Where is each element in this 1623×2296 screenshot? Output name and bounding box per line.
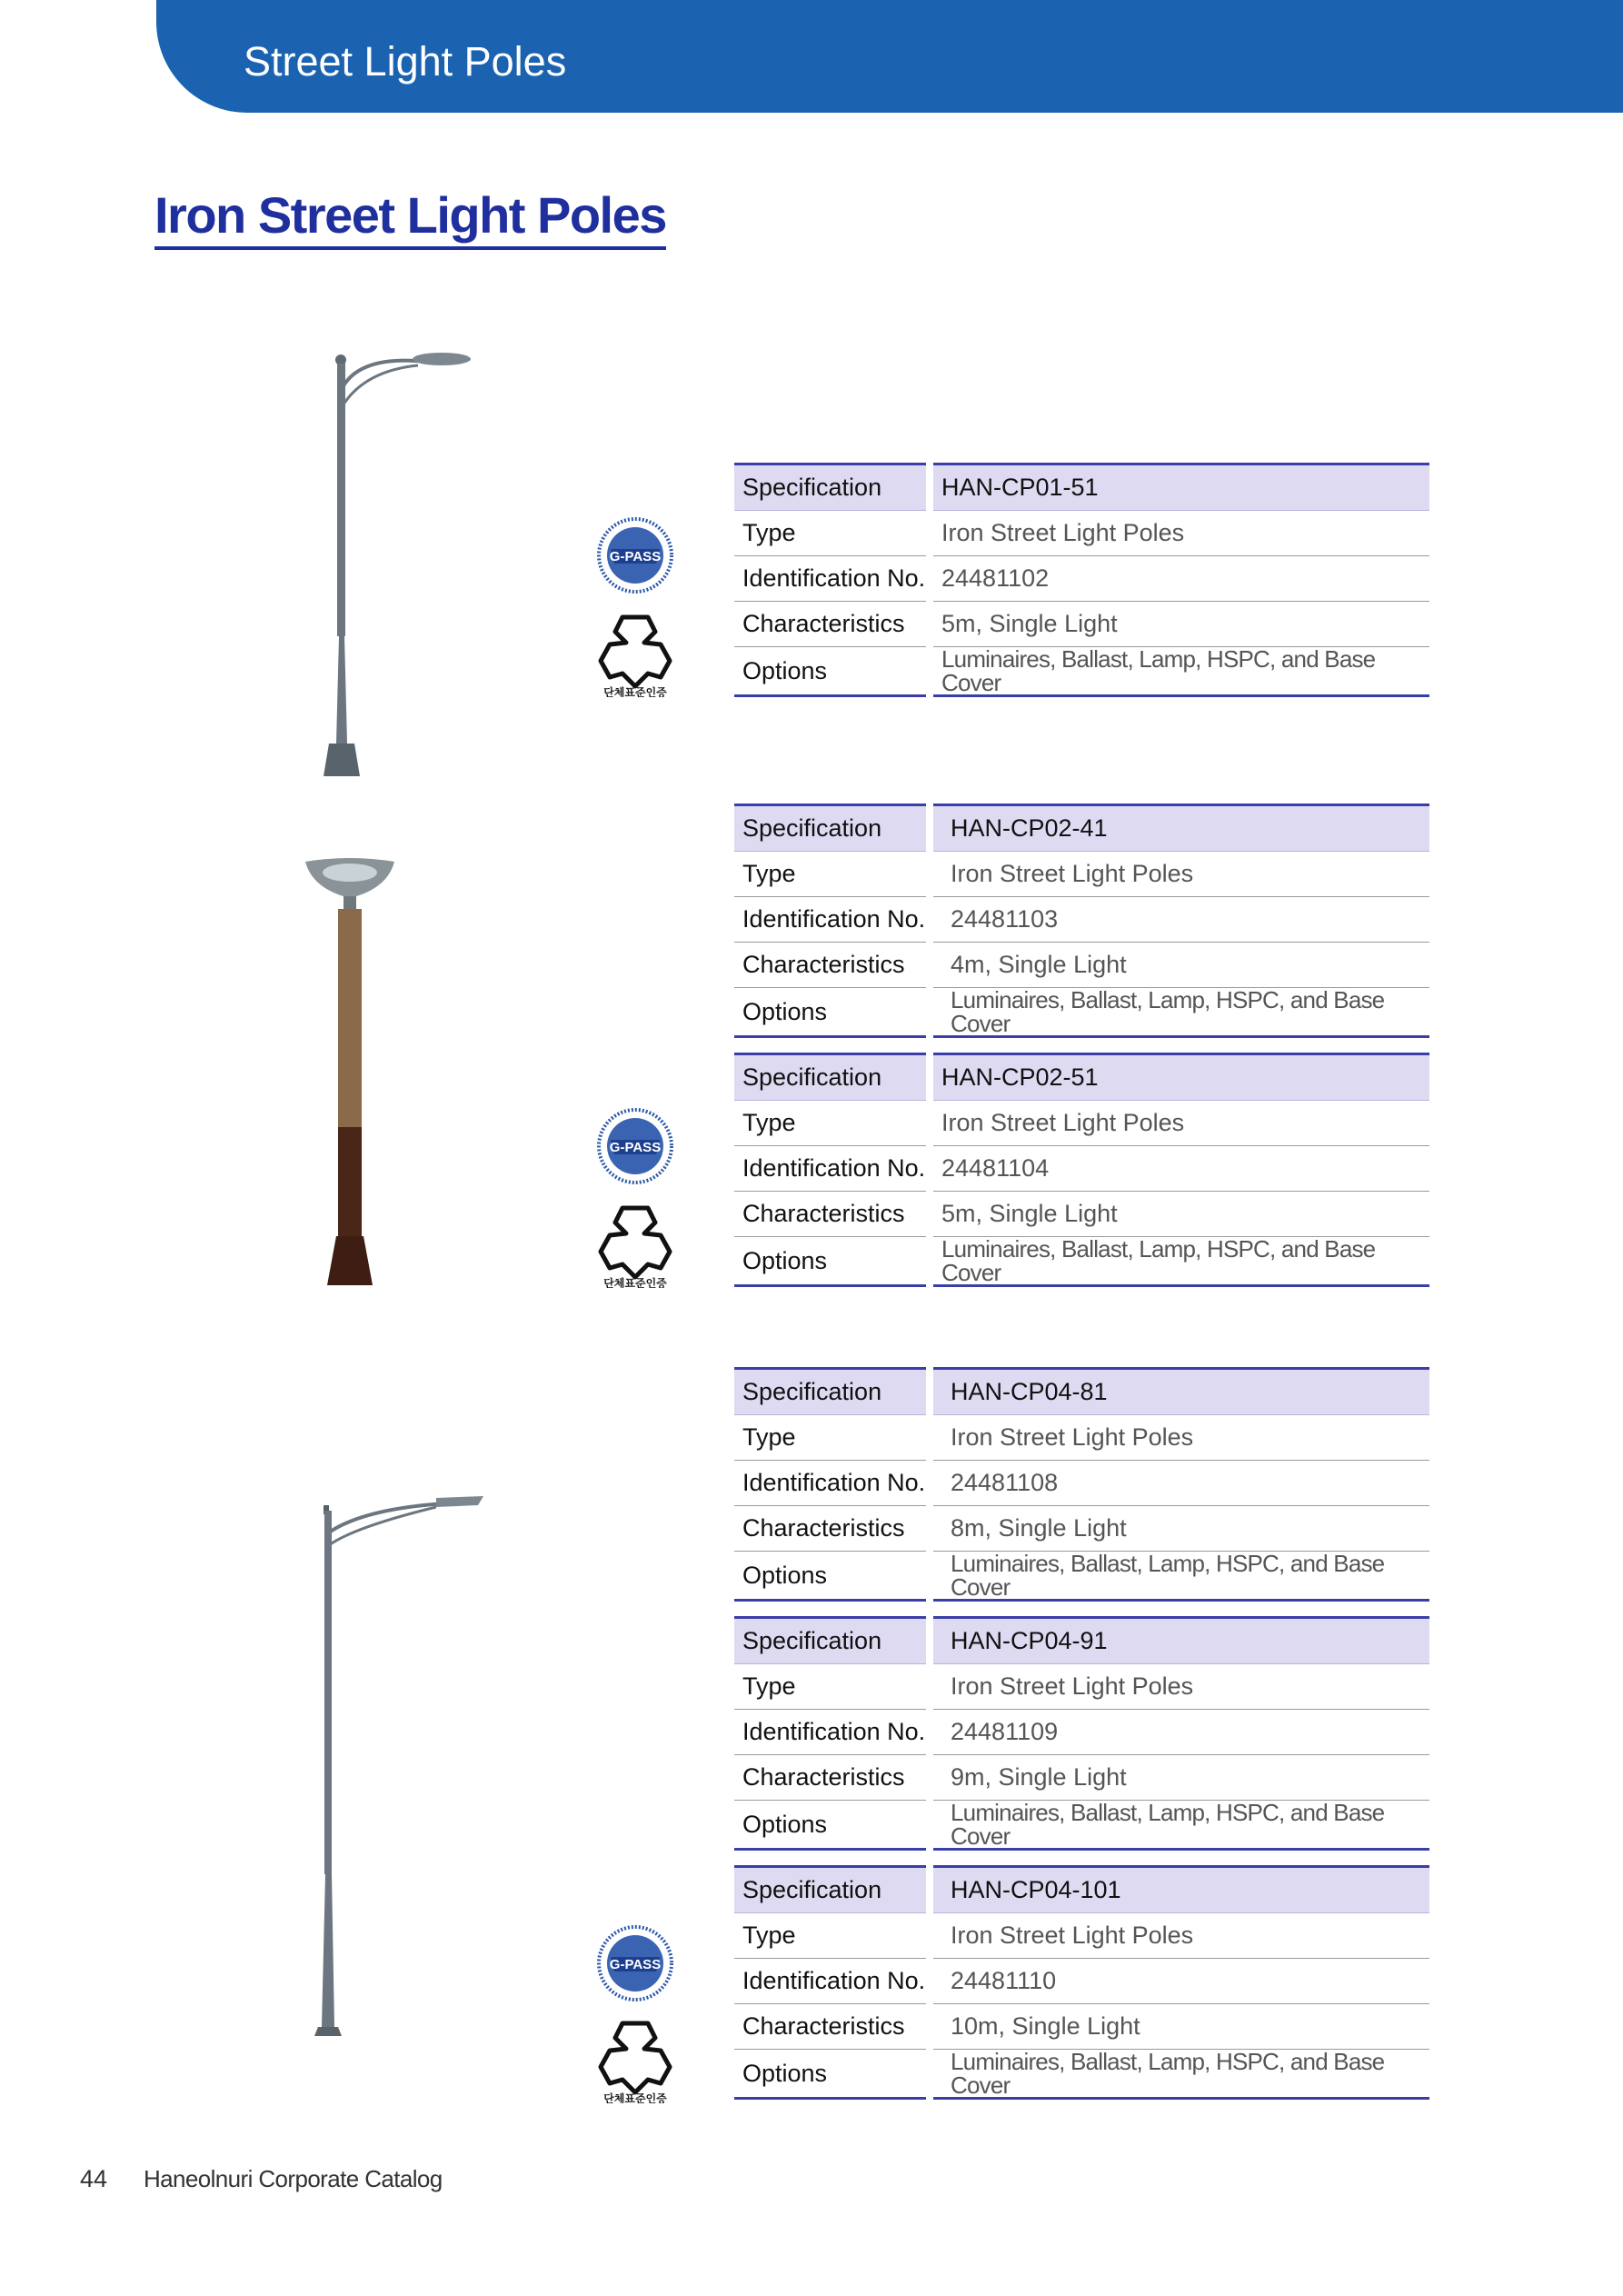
table-row: [734, 1461, 1429, 1506]
table-row: [734, 1959, 1429, 2004]
table-row: [734, 464, 1429, 511]
options-label: Options: [734, 1801, 930, 1850]
type-label: Type: [734, 1101, 930, 1146]
table-row: [734, 805, 1429, 852]
identification-value: 24481109: [930, 1710, 1429, 1755]
table-row: [734, 1506, 1429, 1552]
characteristics-label: Characteristics: [734, 2004, 930, 2050]
g-pass-label: G-PASS: [609, 549, 662, 564]
table-row: [734, 1801, 1429, 1850]
options-label: Options: [734, 1237, 930, 1286]
table-row: [734, 647, 1429, 696]
spec-table-han-cp04-81: [734, 1367, 1429, 1602]
options-value: Luminaires, Ballast, Lamp, HSPC, and Base Cover: [930, 1237, 1429, 1286]
pole-image-1: [309, 344, 482, 776]
identification-label: Identification No.: [734, 1710, 930, 1755]
identification-label: Identification No.: [734, 897, 930, 943]
pole-image-3: [309, 1491, 491, 2036]
table-row: [734, 1369, 1429, 1415]
characteristics-value: 10m, Single Light: [930, 2004, 1429, 2050]
table-row: [734, 852, 1429, 897]
table-row: [734, 1710, 1429, 1755]
specification-value: HAN-CP04-91: [930, 1618, 1429, 1664]
options-value: Luminaires, Ballast, Lamp, HSPC, and Base Cover: [930, 1552, 1429, 1601]
identification-value: 24481104: [930, 1146, 1429, 1192]
group-standard-label: 단체표준인증: [603, 686, 667, 697]
g-pass-label: G-PASS: [609, 1140, 662, 1155]
identification-label: Identification No.: [734, 556, 930, 602]
table-row: [734, 1913, 1429, 1959]
table-row: [734, 1146, 1429, 1192]
identification-value: 24481108: [930, 1461, 1429, 1506]
group-standard-certification-icon: [597, 614, 673, 697]
table-row: [734, 556, 1429, 602]
table-row: [734, 897, 1429, 943]
characteristics-value: 5m, Single Light: [930, 602, 1429, 647]
options-value: Luminaires, Ballast, Lamp, HSPC, and Base Cover: [930, 988, 1429, 1037]
options-label: Options: [734, 1552, 930, 1601]
characteristics-value: 8m, Single Light: [930, 1506, 1429, 1552]
options-value: Luminaires, Ballast, Lamp, HSPC, and Base Cover: [930, 2050, 1429, 2099]
options-label: Options: [734, 647, 930, 696]
type-label: Type: [734, 852, 930, 897]
specification-label: Specification: [734, 1369, 930, 1415]
type-value: Iron Street Light Poles: [930, 1415, 1429, 1461]
identification-label: Identification No.: [734, 1461, 930, 1506]
specification-value: HAN-CP01-51: [930, 464, 1429, 511]
section-title: Street Light Poles: [244, 38, 567, 85]
table-row: [734, 1237, 1429, 1286]
table-row: [734, 988, 1429, 1037]
table-row: [734, 1101, 1429, 1146]
specification-value: HAN-CP02-41: [930, 805, 1429, 852]
table-row: [734, 1664, 1429, 1710]
characteristics-label: Characteristics: [734, 1506, 930, 1552]
characteristics-value: 5m, Single Light: [930, 1192, 1429, 1237]
g-pass-badge-icon: [596, 516, 674, 594]
group-standard-certification-icon: [597, 2020, 673, 2103]
characteristics-label: Characteristics: [734, 1192, 930, 1237]
table-row: [734, 943, 1429, 988]
characteristics-label: Characteristics: [734, 943, 930, 988]
identification-value: 24481102: [930, 556, 1429, 602]
specification-label: Specification: [734, 805, 930, 852]
type-value: Iron Street Light Poles: [930, 852, 1429, 897]
characteristics-label: Characteristics: [734, 602, 930, 647]
type-value: Iron Street Light Poles: [930, 1101, 1429, 1146]
options-label: Options: [734, 988, 930, 1037]
characteristics-value: 4m, Single Light: [930, 943, 1429, 988]
table-row: [734, 2050, 1429, 2099]
identification-label: Identification No.: [734, 1146, 930, 1192]
table-row: [734, 2004, 1429, 2050]
identification-value: 24481103: [930, 897, 1429, 943]
table-row: [734, 1618, 1429, 1664]
type-value: Iron Street Light Poles: [930, 1664, 1429, 1710]
group-standard-label: 단체표준인증: [603, 1277, 667, 1288]
pole-image-2: [300, 853, 400, 1289]
specification-label: Specification: [734, 1618, 930, 1664]
characteristics-label: Characteristics: [734, 1755, 930, 1801]
page-title: Iron Street Light Poles: [154, 189, 666, 250]
specification-value: HAN-CP04-81: [930, 1369, 1429, 1415]
g-pass-badge-icon: [596, 1107, 674, 1185]
options-value: Luminaires, Ballast, Lamp, HSPC, and Base Cover: [930, 647, 1429, 696]
specification-label: Specification: [734, 1867, 930, 1913]
type-label: Type: [734, 1913, 930, 1959]
spec-table-han-cp02-51: [734, 1053, 1429, 1287]
identification-label: Identification No.: [734, 1959, 930, 2004]
spec-table-han-cp01-51: [734, 463, 1429, 697]
options-value: Luminaires, Ballast, Lamp, HSPC, and Base Cover: [930, 1801, 1429, 1850]
specification-value: HAN-CP02-51: [930, 1054, 1429, 1101]
type-label: Type: [734, 1664, 930, 1710]
type-label: Type: [734, 511, 930, 556]
table-row: [734, 511, 1429, 556]
options-label: Options: [734, 2050, 930, 2099]
catalog-name: Haneolnuri Corporate Catalog: [144, 2165, 443, 2192]
table-row: [734, 1867, 1429, 1913]
table-row: [734, 602, 1429, 647]
table-row: [734, 1755, 1429, 1801]
type-value: Iron Street Light Poles: [930, 511, 1429, 556]
type-value: Iron Street Light Poles: [930, 1913, 1429, 1959]
g-pass-badge-icon: [596, 1924, 674, 2002]
characteristics-value: 9m, Single Light: [930, 1755, 1429, 1801]
specification-label: Specification: [734, 464, 930, 511]
page-number: 44: [80, 2165, 108, 2192]
specification-label: Specification: [734, 1054, 930, 1101]
table-row: [734, 1552, 1429, 1601]
group-standard-certification-icon: [597, 1204, 673, 1288]
spec-table-han-cp04-91: [734, 1616, 1429, 1851]
table-row: [734, 1192, 1429, 1237]
type-label: Type: [734, 1415, 930, 1461]
specification-value: HAN-CP04-101: [930, 1867, 1429, 1913]
table-row: [734, 1054, 1429, 1101]
table-row: [734, 1415, 1429, 1461]
spec-table-han-cp04-101: [734, 1865, 1429, 2100]
identification-value: 24481110: [930, 1959, 1429, 2004]
g-pass-label: G-PASS: [609, 1957, 662, 1972]
spec-table-han-cp02-41: [734, 804, 1429, 1038]
group-standard-label: 단체표준인증: [603, 2092, 667, 2103]
